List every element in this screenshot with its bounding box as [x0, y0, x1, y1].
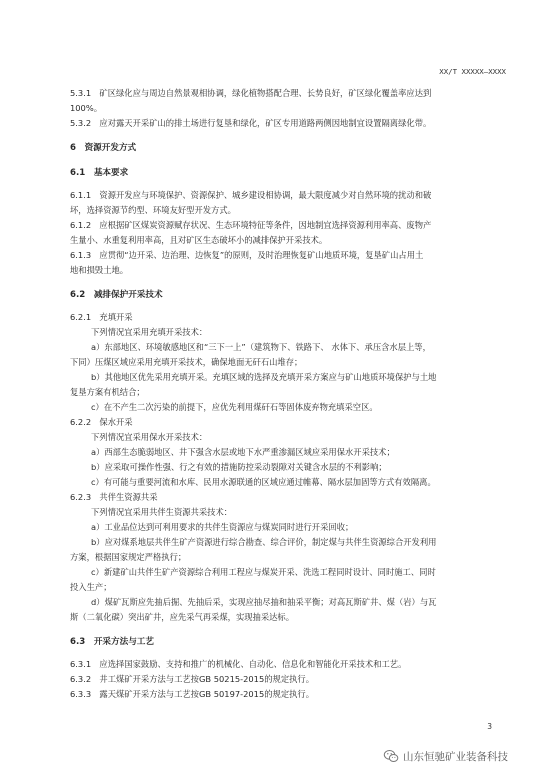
text-line: 5.3.2 应对露天开采矿山的排土场进行复垦和绿化，矿区专用道路两侧因地制宜设置隔离绿化带。: [70, 118, 432, 128]
document-body: [70, 86, 508, 702]
section-heading: 6.3 开采方法与工艺: [70, 637, 154, 647]
page-number: 3: [487, 722, 492, 731]
spacer: [70, 303, 508, 310]
text-line: b）应对煤系地层共伴生矿产资源进行综合勘查、综合评价，制定煤与共伴生资源综合开发利用: [91, 537, 437, 547]
text-line: 地和损毁土地。: [70, 265, 129, 275]
text-line: c）在不产生二次污染的前提下，应优先利用煤矸石等固体废弃物充填采空区。: [91, 402, 378, 412]
spacer: [70, 278, 508, 288]
watermark-text: 山东恒驰矿业装备科技: [403, 750, 508, 763]
document-code: XX/T XXXXX—XXXX: [439, 67, 506, 76]
text-line: 6.3.2 井工煤矿开采方法与工艺按GB 50215-2015的规定执行。: [70, 674, 315, 684]
text-line: 下同）压煤区域应采用充填开采技术，确保地面无矸石山堆存；: [70, 357, 303, 367]
text-line: 下列情况宜采用共伴生资源共采技术：: [91, 507, 233, 517]
text-line: 6.2.2 保水开采: [70, 417, 133, 427]
spacer: [70, 131, 508, 141]
wechat-icon: [383, 748, 399, 764]
text-line: 6.1.2 应根据矿区煤炭资源赋存状况、生态环境特征等条件，因地制宜选择资源利用率高、废物产: [70, 220, 432, 230]
text-line: c）有可能与重要河流和水库、民用水源联通的区域应通过帷幕、隔水层加固等方式有效隔离。: [91, 477, 436, 487]
text-line: 6.2.1 充填开采: [70, 312, 133, 322]
text-line: 方案，根据国家规定严格执行；: [70, 552, 187, 562]
text-line: 坏，选择资源节约型、环境友好型开发方式。: [70, 205, 236, 215]
text-line: 5.3.1 矿区绿化应与周边自然景观相协调，绿化植物搭配合理、长势良好，矿区绿化覆盖率应达到: [70, 88, 432, 98]
section-heading: 6.2 减排保护开采技术: [70, 290, 163, 300]
spacer: [70, 650, 508, 657]
section-heading: 6.1 基本要求: [70, 168, 129, 178]
text-line: 下列情况宜采用充填开采技术：: [91, 327, 208, 337]
text-line: 斯（二氧化碳）突出矿井，应先采气再采煤，实现抽采达标。: [70, 612, 295, 622]
watermark: [383, 748, 508, 764]
text-line: 6.3.3 露天煤矿开采方法与工艺按GB 50197-2015的规定执行。: [70, 689, 315, 699]
spacer: [70, 181, 508, 188]
text-line: 投入生产；: [70, 582, 112, 592]
text-line: a）东部地区、环境敏感地区和“三下一上”（建筑物下、铁路下、 水体下、承压含水层上等，: [91, 342, 431, 352]
text-line: c）新建矿山共伴生矿产资源综合利用工程应与煤炭开采、洗选工程同时设计、同时施工、同时: [91, 567, 436, 577]
text-line: 下列情况宜采用保水开采技术：: [91, 432, 208, 442]
text-line: a）西部生态脆弱地区、井下强含水层或地下水严重渗漏区域应采用保水开采技术；: [91, 447, 395, 457]
section-heading: 6 资源开发方式: [70, 143, 137, 153]
text-line: 6.3.1 应选择国家鼓励、支持和推广的机械化、自动化、信息化和智能化开采技术和工艺。: [70, 659, 407, 669]
text-line: 6.1.1 资源开发应与环境保护、资源保护、城乡建设相协调，最大限度减少对自然环境的扰动和破: [70, 190, 432, 200]
text-line: a）工业品位达到可利用要求的共伴生资源应与煤炭同时进行开采回收；: [91, 522, 354, 532]
text-line: d）煤矿瓦斯应先抽后掘、先抽后采，实现应抽尽抽和抽采平衡；对高瓦斯矿井、煤（岩）与瓦: [91, 597, 437, 607]
text-line: b）应采取可操作性强、行之有效的措施防控采动裂隙对关键含水层的不利影响；: [91, 462, 387, 472]
spacer: [70, 156, 508, 166]
text-line: b）其他地区优先采用充填开采。充填区域的选择及充填开采方案应与矿山地质环境保护与土地: [91, 372, 437, 382]
text-line: 6.2.3 共伴生资源共采: [70, 492, 158, 502]
text-line: 生量小、水重复利用率高，且对矿区生态破坏小的减排保护开采技术。: [70, 235, 328, 245]
spacer: [70, 625, 508, 635]
text-line: 6.1.3 应贯彻“边开采、边治理、边恢复”的原则，及时治理恢复矿山地质环境，复垦矿山占用土: [70, 250, 424, 260]
text-line: 复垦方案有机结合；: [70, 387, 145, 397]
text-line: 100%。: [70, 103, 103, 113]
